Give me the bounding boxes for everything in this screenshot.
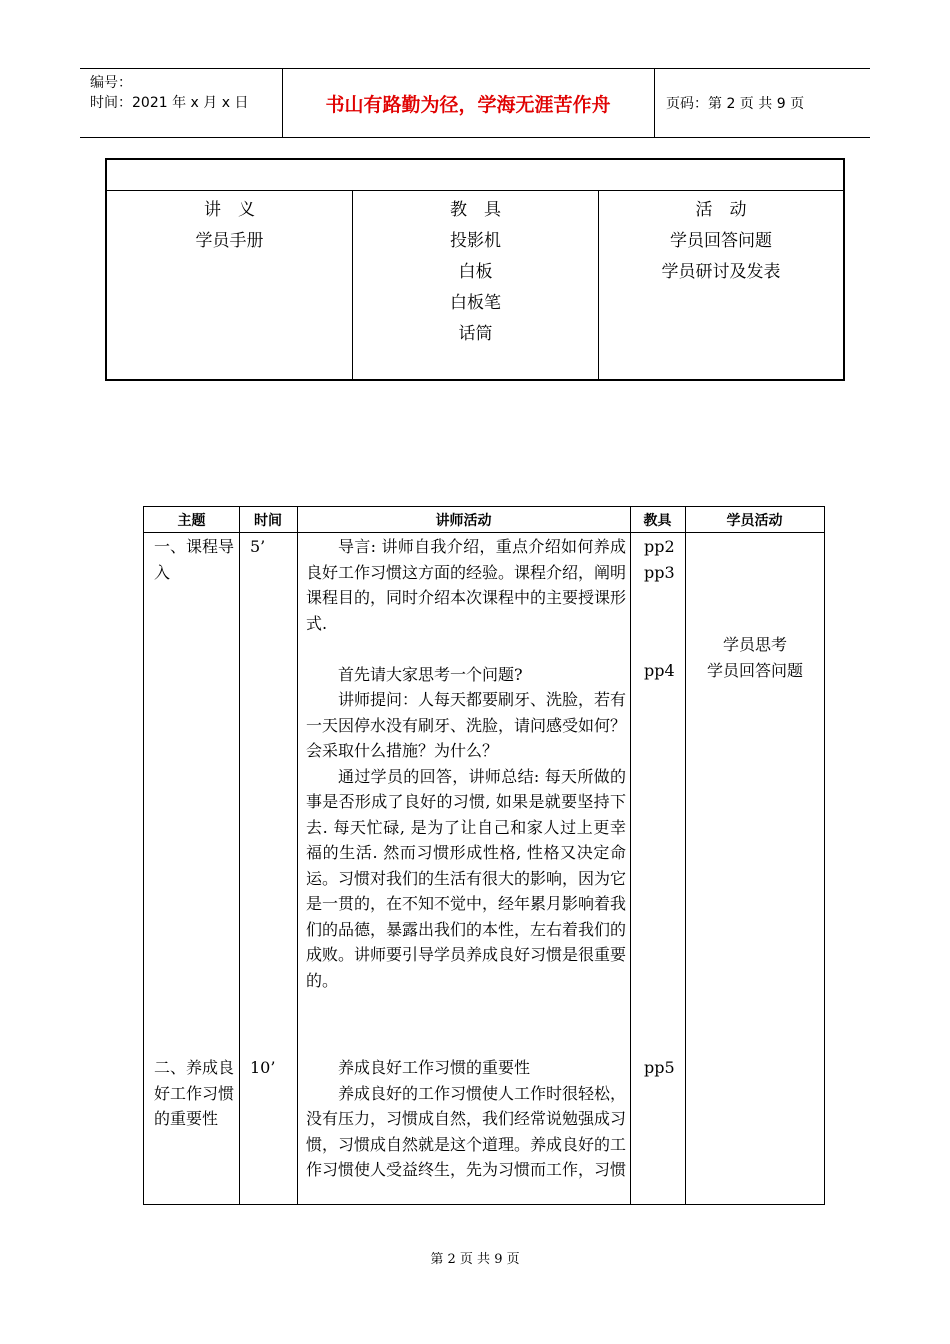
column-divider <box>630 507 631 1204</box>
tool-ref: pp5 <box>644 1058 675 1077</box>
materials-column-title: 讲 义 <box>204 200 255 220</box>
header-divider <box>654 69 655 137</box>
header-page-info: 页码：第 2 页 共 9 页 <box>666 96 805 112</box>
tool-ref: pp4 <box>644 661 675 680</box>
column-divider <box>239 507 240 1204</box>
column-header-topic: 主题 <box>177 512 206 529</box>
column-header-tools: 教具 <box>643 512 672 529</box>
materials-column-tools <box>353 191 599 379</box>
date-line: 时间：2021 年 x 月 x 日 <box>90 95 249 111</box>
materials-item: 投影机 <box>450 231 501 251</box>
materials-item: 学员研讨及发表 <box>661 262 781 282</box>
materials-item: 白板 <box>458 262 493 282</box>
column-divider <box>297 507 298 1204</box>
materials-table <box>105 158 845 381</box>
topic-cell: 二、养成良好工作习惯的重要性 <box>154 1058 235 1128</box>
teacher-paragraph: 导言: 讲师自我介绍，重点介绍如何养成良好工作习惯这方面的经验。课程介绍，阐明课程目的，同时介绍本次课程中的主要授课形式. <box>306 537 627 633</box>
blank-line <box>306 636 626 662</box>
materials-item: 学员回答问题 <box>670 231 772 251</box>
teacher-paragraph: 讲师提问：人每天都要刷牙、洗脸，若有一天因停水没有刷牙、洗脸，请问感受如何？会采取什么措施？为什么？ <box>306 690 627 760</box>
page-header <box>80 68 870 138</box>
materials-column-title: 教 具 <box>450 200 501 220</box>
teacher-paragraph: 通过学员的回答，讲师总结: 每天所做的事是否形成了良好的习惯, 如果是就要坚持下去. 每天忙碌, 是为了让自己和家人过上更幸福的生活. 然而习惯形成性格, 性格又决定命运。习惯对我们的生活有很大的影响，因为它是一贯的，在不知不觉中，经年累月影响着我们的品德，暴露出我们的本性，左右着我们的成败。讲师要引导学员养成良好习惯是很重要的。 <box>306 766 627 990</box>
header-meta <box>90 73 248 113</box>
teacher-paragraph: 养成良好工作习惯的重要性 <box>338 1058 531 1077</box>
materials-item: 话筒 <box>458 324 493 344</box>
time-cell: 10’ <box>250 1058 276 1077</box>
materials-column-title: 活 动 <box>695 200 747 220</box>
topic-cell: 一、课程导入 <box>154 537 235 582</box>
header-row-divider <box>144 532 824 533</box>
materials-item: 白板笔 <box>450 293 501 313</box>
number-label: 编号： <box>90 75 132 91</box>
lesson-table <box>143 506 825 1205</box>
teacher-paragraph: 首先请大家思考一个问题? <box>338 664 523 684</box>
time-cell: 5’ <box>250 537 266 556</box>
tool-ref: pp2 <box>644 537 675 556</box>
materials-column-activities <box>599 191 843 379</box>
column-header-time: 时间 <box>254 512 282 529</box>
tool-ref: pp3 <box>644 563 675 582</box>
column-header-student: 学员活动 <box>726 512 783 529</box>
teacher-paragraph: 养成良好的工作习惯使人工作时很轻松，没有压力，习惯成自然，我们经常说勉强成习惯，习惯成自然就是这个道理。养成良好的工作习惯使人受益终生，先为习惯而工作，习惯 <box>306 1083 627 1179</box>
student-activity: 学员思考 <box>722 635 787 654</box>
teacher-activity-cell <box>306 1055 626 1183</box>
page-footer: 第 2 页 共 9 页 <box>430 1252 520 1267</box>
column-header-teacher: 讲师活动 <box>435 512 492 529</box>
teacher-activity-cell <box>306 534 626 993</box>
column-divider <box>685 507 686 1204</box>
header-motto: 书山有路勤为径，学海无涯苦作舟 <box>325 93 611 116</box>
materials-column-handouts <box>107 191 353 379</box>
materials-item: 学员手册 <box>195 231 264 251</box>
student-activity: 学员回答问题 <box>706 661 803 680</box>
materials-table-top-row <box>107 160 843 191</box>
